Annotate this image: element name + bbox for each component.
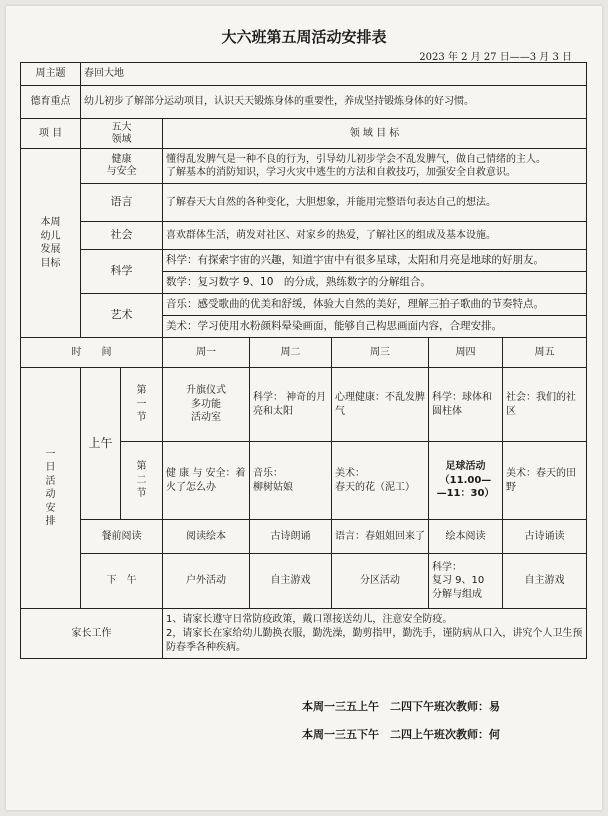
health-goal-1: 懂得乱发脾气是一种不良的行为，引导幼儿初步学会不乱发脾气，做自己情绪的主人。 — [166, 153, 546, 165]
math-goal: 数学：复习数字 9、10 的分成，熟练数字的分解组合。 — [163, 272, 587, 294]
pm-thu: 科学： 复习 9、10 分解与组成 — [429, 554, 503, 609]
daily-side-char: 一 — [45, 448, 56, 460]
day-header-mon: 周一 — [163, 338, 250, 368]
language-goal: 了解春天大自然的各种变化，大胆想象，并能用完整语句表达自己的想法。 — [163, 184, 587, 222]
side-label-line: 本周 — [40, 217, 61, 228]
period-1-char: 第 — [136, 385, 147, 397]
p1-mon: 升旗仪式 多功能 活动室 — [163, 368, 250, 442]
moral-value: 幼儿初步了解部分运动项目，认识天天锻炼身体的重要性，养成坚持锻炼身体的好习惯。 — [81, 86, 587, 119]
side-label-line: 发展 — [40, 244, 61, 255]
schedule-table — [20, 62, 587, 659]
period-1-row — [21, 368, 587, 442]
teacher-schedule-2: 本周一三五下午 二四上午班次教师：何 — [302, 728, 500, 741]
family-content — [163, 609, 587, 659]
health-label-line: 与安全 — [106, 166, 137, 177]
family-line-1: 1、请家长遵守日常防疫政策，戴口罩接送幼儿，注意安全防疫。 — [166, 613, 453, 625]
family-row — [21, 609, 587, 659]
activity-sheet — [6, 6, 602, 810]
day-header-thu: 周四 — [429, 338, 503, 368]
day-header-tue: 周二 — [250, 338, 332, 368]
day-header-fri: 周五 — [503, 338, 587, 368]
side-label-line: 幼儿 — [40, 230, 61, 242]
p2-wed: 美术： 春天的花（泥工） — [332, 442, 429, 520]
goal-row-art-1 — [21, 294, 587, 316]
health-label — [81, 149, 163, 184]
p1-thu: 科学：球体和圆柱体 — [429, 368, 503, 442]
meal-fri: 古诗诵读 — [503, 520, 587, 554]
period-1-char: 一 — [136, 398, 147, 410]
daily-side-char: 动 — [45, 489, 56, 500]
period-1-label — [121, 368, 163, 442]
meal-tue: 古诗朗诵 — [250, 520, 332, 554]
p2-thu-line: （11.00— — [439, 474, 492, 486]
goal-row-science-1 — [21, 250, 587, 272]
moral-label: 德育重点 — [21, 86, 81, 119]
health-label-line: 健康 — [111, 153, 132, 165]
p2-mon: 健 康 与 安全：着火了怎么办 — [163, 442, 250, 520]
family-line-2: 2，请家长在家给幼儿勤换衣服，勤洗澡，勤剪指甲，勤洗手，谨防病从口入，讲究个人卫生预防春季各种疾病。 — [166, 627, 583, 653]
afternoon-row — [21, 554, 587, 609]
domains-label — [81, 119, 163, 149]
goal-row-society — [21, 222, 587, 250]
afternoon-label: 下 午 — [81, 554, 163, 609]
domains-label-line: 五大 — [111, 121, 132, 133]
pm-fri: 自主游戏 — [503, 554, 587, 609]
society-goal: 喜欢群体生活，萌发对社区、对家乡的热爱，了解社区的组成及基本设施。 — [163, 222, 587, 250]
society-label: 社会 — [81, 222, 163, 250]
fine-art-goal: 美术：学习使用水粉颜料晕染画面，能够自己构思画面内容，合理安排。 — [163, 316, 587, 338]
side-label-line: 目标 — [40, 257, 61, 269]
goals-side-label — [21, 149, 81, 338]
theme-value: 春回大地 — [81, 63, 587, 86]
time-header-row — [21, 338, 587, 368]
p1-wed: 心理健康：不乱发脾气 — [332, 368, 429, 442]
art-label: 艺术 — [81, 294, 163, 338]
meal-mon: 阅读绘本 — [163, 520, 250, 554]
theme-label: 周主题 — [21, 63, 81, 86]
period-2-label — [121, 442, 163, 520]
pm-mon: 户外活动 — [163, 554, 250, 609]
goal-row-language — [21, 184, 587, 222]
period-2-char: 节 — [136, 488, 147, 500]
science-goal: 科学：有探索宇宙的兴趣，知道宇宙中有很多星球，太阳和月亮是地球的好朋友。 — [163, 250, 587, 272]
p2-fri: 美术：春天的田野 — [503, 442, 587, 520]
p2-thu — [429, 442, 503, 520]
date-range: 2023 年 2 月 27 日——3 月 3 日 — [419, 52, 572, 63]
moral-row — [21, 86, 587, 119]
daily-side-char: 安 — [45, 502, 56, 514]
goals-header-row — [21, 119, 587, 149]
time-label: 时 间 — [21, 338, 163, 368]
domains-label-line: 领域 — [111, 133, 132, 145]
family-label: 家长工作 — [21, 609, 163, 659]
day-header-wed: 周三 — [332, 338, 429, 368]
meal-wed: 语言：春姐姐回来了 — [332, 520, 429, 554]
meal-thu: 绘本阅读 — [429, 520, 503, 554]
music-goal: 音乐：感受歌曲的优美和舒缓，体验大自然的美好，理解三拍子歌曲的节奏特点。 — [163, 294, 587, 316]
p2-thu-line: —11：30） — [436, 488, 495, 500]
science-label: 科学 — [81, 250, 163, 294]
meal-reading-row — [21, 520, 587, 554]
daily-side-char: 活 — [45, 475, 56, 487]
theme-row — [21, 63, 587, 86]
domain-goals-label: 领 域 目 标 — [163, 119, 587, 149]
period-2-char: 第 — [136, 461, 147, 473]
p1-tue: 科学： 神奇的月亮和太阳 — [250, 368, 332, 442]
page-title: 大六班第五周活动安排表 — [221, 28, 387, 46]
teacher-schedule-1: 本周一三五上午 二四下午班次教师：易 — [302, 700, 500, 713]
daily-side-label — [21, 368, 81, 609]
daily-side-char: 排 — [45, 516, 56, 527]
item-label: 项 目 — [21, 119, 81, 149]
morning-label: 上午 — [81, 368, 121, 520]
p1-fri: 社会：我们的社区 — [503, 368, 587, 442]
p2-tue: 音乐： 柳树姑娘 — [250, 442, 332, 520]
goal-row-health — [21, 149, 587, 184]
health-goal-2: 了解基本的消防知识，学习火灾中逃生的方法和自救技巧，加强安全自救意识。 — [166, 167, 516, 178]
p2-thu-line: 足球活动 — [445, 461, 486, 473]
daily-side-char: 日 — [45, 462, 56, 473]
meal-reading-label: 餐前阅读 — [81, 520, 163, 554]
period-2-char: 二 — [136, 474, 147, 486]
pm-wed: 分区活动 — [332, 554, 429, 609]
pm-tue: 自主游戏 — [250, 554, 332, 609]
health-goals — [163, 149, 587, 184]
period-1-char: 节 — [136, 412, 147, 424]
language-label: 语言 — [81, 184, 163, 222]
